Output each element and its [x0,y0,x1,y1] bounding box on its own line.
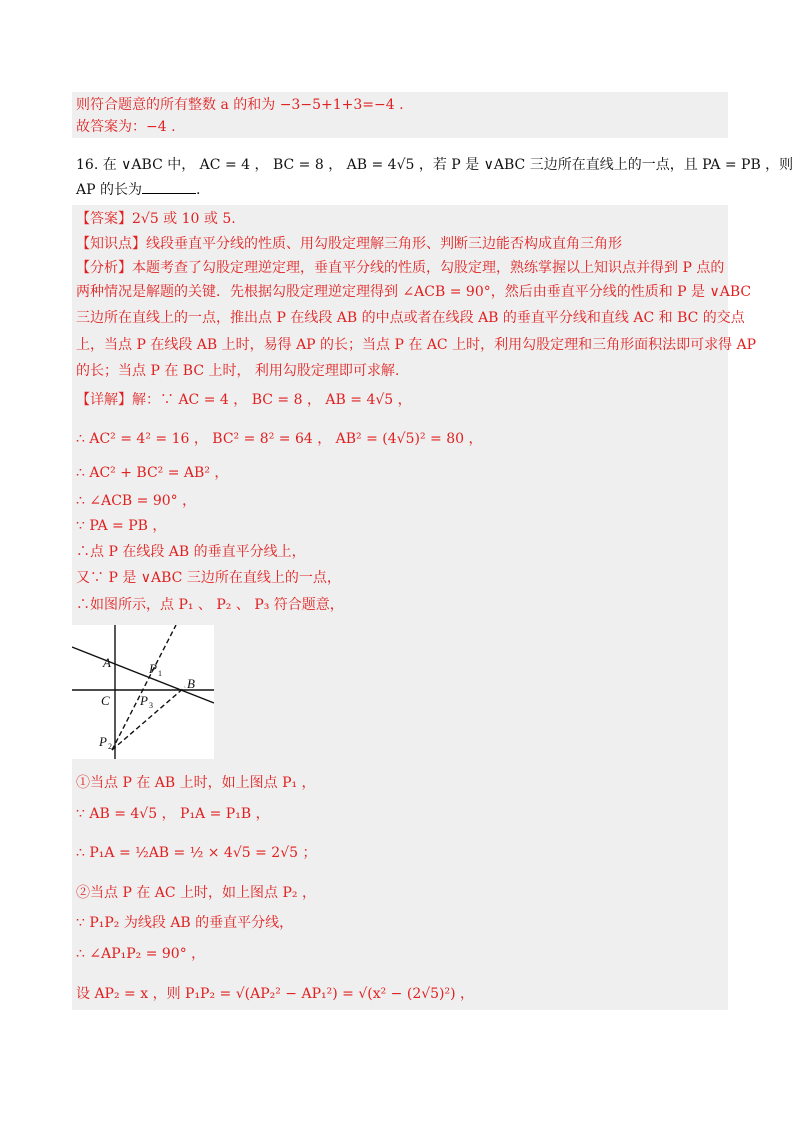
label-p1-sub: 1 [158,669,162,678]
step-line-4: ∵ PA = PB ， [76,518,167,534]
step-line-6: 又∵ P 是 ∨ABC 三边所在直线上的一点， [76,570,341,586]
step-line-3: ∴ ∠ACB = 90° ， [76,493,197,509]
problem-number: 16. [76,157,99,173]
case-line-6: ∴ ∠AP₁P₂ = 90° ， [76,946,206,962]
geometry-figure [72,625,214,759]
case-line-1: ①当点 P 在 AB 上时，如上图点 P₁ ， [76,775,316,791]
analysis-line-2: 两种情况是解题的关键．先根据勾股定理逆定理得到 ∠ACB = 90°，然后由垂直平分线的性质和 P 是 ∨ABC [76,284,752,300]
analysis-line-5: 的长；当点 P 在 BC 上时， 利用勾股定理即可求解. [76,363,400,379]
answer-blank [142,181,196,194]
case-line-4: ②当点 P 在 AC 上时，如上图点 P₂ ， [76,885,316,901]
step-line-2: ∴ AC² + BC² = AB² ， [76,465,229,481]
question-line-2 [76,181,200,199]
label-p1: P [149,661,157,676]
perpendicular-bisector [112,625,176,750]
analysis-line-4: 上，当点 P 在线段 AB 上时，易得 AP 的长；当点 P 在 AC 上时，利用勾股定理和三角形面积法即可求得 AP [76,337,757,353]
case-line-2: ∵ AB = 4√5 ， P₁A = P₁B ， [76,806,270,822]
label-p2: P [99,734,107,749]
label-b: B [187,676,195,691]
step-line-7: ∴如图所示，点 P₁ 、 P₂ 、 P₃ 符合题意， [76,597,344,613]
case-line-5: ∵ P₁P₂ 为线段 AB 的垂直平分线， [76,915,294,931]
question-text-2: AP 的长为 [76,182,142,198]
step-line-5: ∴点 P 在线段 AB 的垂直平分线上， [76,544,306,560]
detail-line: 【详解】解：∵ AC = 4 ， BC = 8 ， AB = 4√5 ， [76,392,412,408]
label-p3-sub: 3 [149,701,153,710]
label-a: A [103,655,111,670]
question-line-1 [76,156,793,174]
question-text: 在 ∨ABC 中， AC = 4 ， BC = 8 ， AB = 4√5 ，若 P 是 ∨ABC 三边所在直线上的一点，且 PA = PB ，则 [102,157,794,173]
label-p3: P [140,693,148,708]
figure-svg [72,625,214,759]
label-c: C [101,693,110,708]
knowledge-line: 【知识点】线段垂直平分线的性质、用勾股定理解三角形、判断三边能否构成直角三角形 [76,236,622,252]
prev-solution-line-2: 故答案为：−4 . [76,119,176,135]
step-line-1: ∴ AC² = 4² = 16 ， BC² = 8² = 64 ， AB² = (4√5)² = 80 ， [76,431,483,447]
segment-p2b [112,687,185,750]
analysis-line-1: 【分析】本题考查了勾股定理逆定理，垂直平分线的性质，勾股定理，熟练掌握以上知识点并得到 P 点的 [76,260,725,276]
label-p2-sub: 2 [108,742,112,751]
question-end: . [195,182,201,198]
case-line-7: 设 AP₂ = x ，则 P₁P₂ = √(AP₂² − AP₁²) = √(x² − (2√5)²) ， [76,986,475,1002]
prev-solution-line-1: 则符合题意的所有整数 a 的和为 −3−5+1+3=−4 . [76,97,404,113]
analysis-line-3: 三边所在直线上的一点，推出点 P 在线段 AB 的中点或者在线段 AB 的垂直平分线和直线 AC 和 BC 的交点 [76,310,745,326]
answer-line: 【答案】2√5 或 10 或 5. [76,211,236,227]
case-line-3: ∴ P₁A = ½AB = ½ × 4√5 = 2√5 ； [76,845,317,861]
